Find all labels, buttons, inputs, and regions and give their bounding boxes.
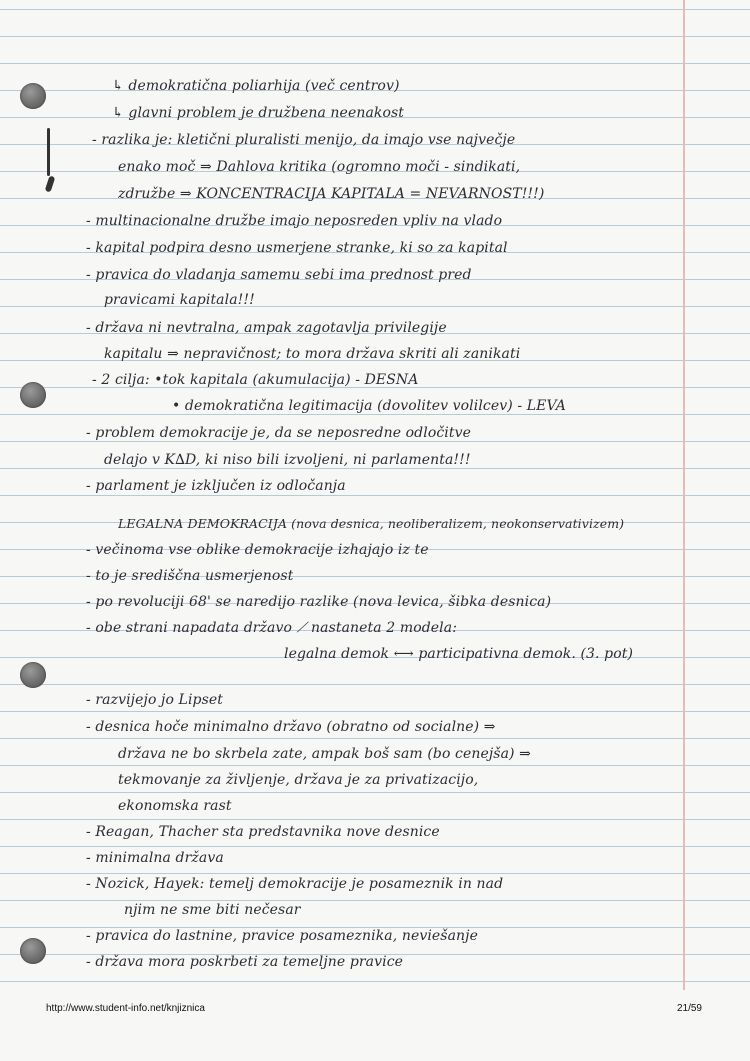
note-line: - pravica do vladanja samemu sebi ima prednost pred [86,267,472,283]
note-line: - Reagan, Thacher sta predstavnika nove desnice [86,824,440,840]
footer-page-number: 21/59 [676,1003,702,1014]
page-bottom-margin [0,990,750,1061]
note-line: - pravica do lastnine, pravice posameznika, neviešanje [86,928,478,944]
note-line: - večinoma vse oblike demokracije izhajajo iz te [86,542,429,558]
margin-bracket-mark [47,128,50,176]
punch-hole-icon [20,382,46,408]
note-line: enako moč ⇒ Dahlova kritika (ogromno moči - sindikati, [118,159,521,175]
margin-bracket-mark [45,175,56,192]
note-line: - parlament je izključen iz odločanja [86,478,346,494]
note-line: - desnica hoče minimalno državo (obratno od socialne) ⇒ [86,719,496,735]
note-line: država ne bo skrbela zate, ampak boš sam (bo cenejša) ⇒ [118,746,531,762]
punch-hole-icon [20,938,46,964]
note-line: ↳ glavni problem je družbena neenakost [112,105,405,121]
note-line: legalna demok ⟷ participativna demok. (3. pot) [284,646,634,662]
punch-hole-icon [20,662,46,688]
note-line: - minimalna država [86,850,224,866]
note-line: - država ni nevtralna, ampak zagotavlja privilegije [86,320,447,336]
note-line: kapitalu ⇒ nepravičnost; to mora država skriti ali zanikati [104,346,521,362]
note-line: njim ne sme biti nečesar [124,902,301,918]
note-line: združbe ⇒ KONCENTRACIJA KAPITALA = NEVARNOST!!!) [118,186,545,202]
note-line: - kapital podpira desno usmerjene stranke, ki so za kapital [86,240,508,256]
note-line: - problem demokracije je, da se neposredne odločitve [86,425,471,441]
note-line: - multinacionalne družbe imajo neposreden vpliv na vlado [86,213,503,229]
note-line: - to je središčna usmerjenost [86,568,294,584]
note-line: - razvijejo jo Lipset [86,692,223,708]
note-line: - obe strani napadata državo ⟋ nastaneta 2 modela: [86,620,458,636]
punch-hole-icon [20,83,46,109]
note-line: tekmovanje za življenje, država je za privatizacijo, [118,772,479,788]
note-line: - 2 cilja: •tok kapitala (akumulacija) - DESNA [92,372,419,388]
note-line: - razlika je: kletični pluralisti menijo, da imajo vse največje [92,132,516,148]
note-line: pravicami kapitala!!! [104,292,255,308]
note-line: • demokratična legitimacija (dovolitev volilcev) - LEVA [172,398,566,414]
note-line: ↳ demokratična poliarhija (več centrov) [112,78,400,94]
note-line: - po revoluciji 68' se naredijo razlike (nova levica, šibka desnica) [86,594,552,610]
note-heading: LEGALNA DEMOKRACIJA (nova desnica, neoliberalizem, neokonservativizem) [118,516,625,531]
note-line: - Nozick, Hayek: temelj demokracije je posameznik in nad [86,876,504,892]
footer-url: http://www.student-info.net/knjiznica [46,1003,205,1014]
note-line: delajo v K∆D, ki niso bili izvoljeni, ni parlamenta!!! [104,452,471,468]
note-line: ekonomska rast [118,798,232,814]
note-line: - država mora poskrbeti za temeljne pravice [86,954,404,970]
